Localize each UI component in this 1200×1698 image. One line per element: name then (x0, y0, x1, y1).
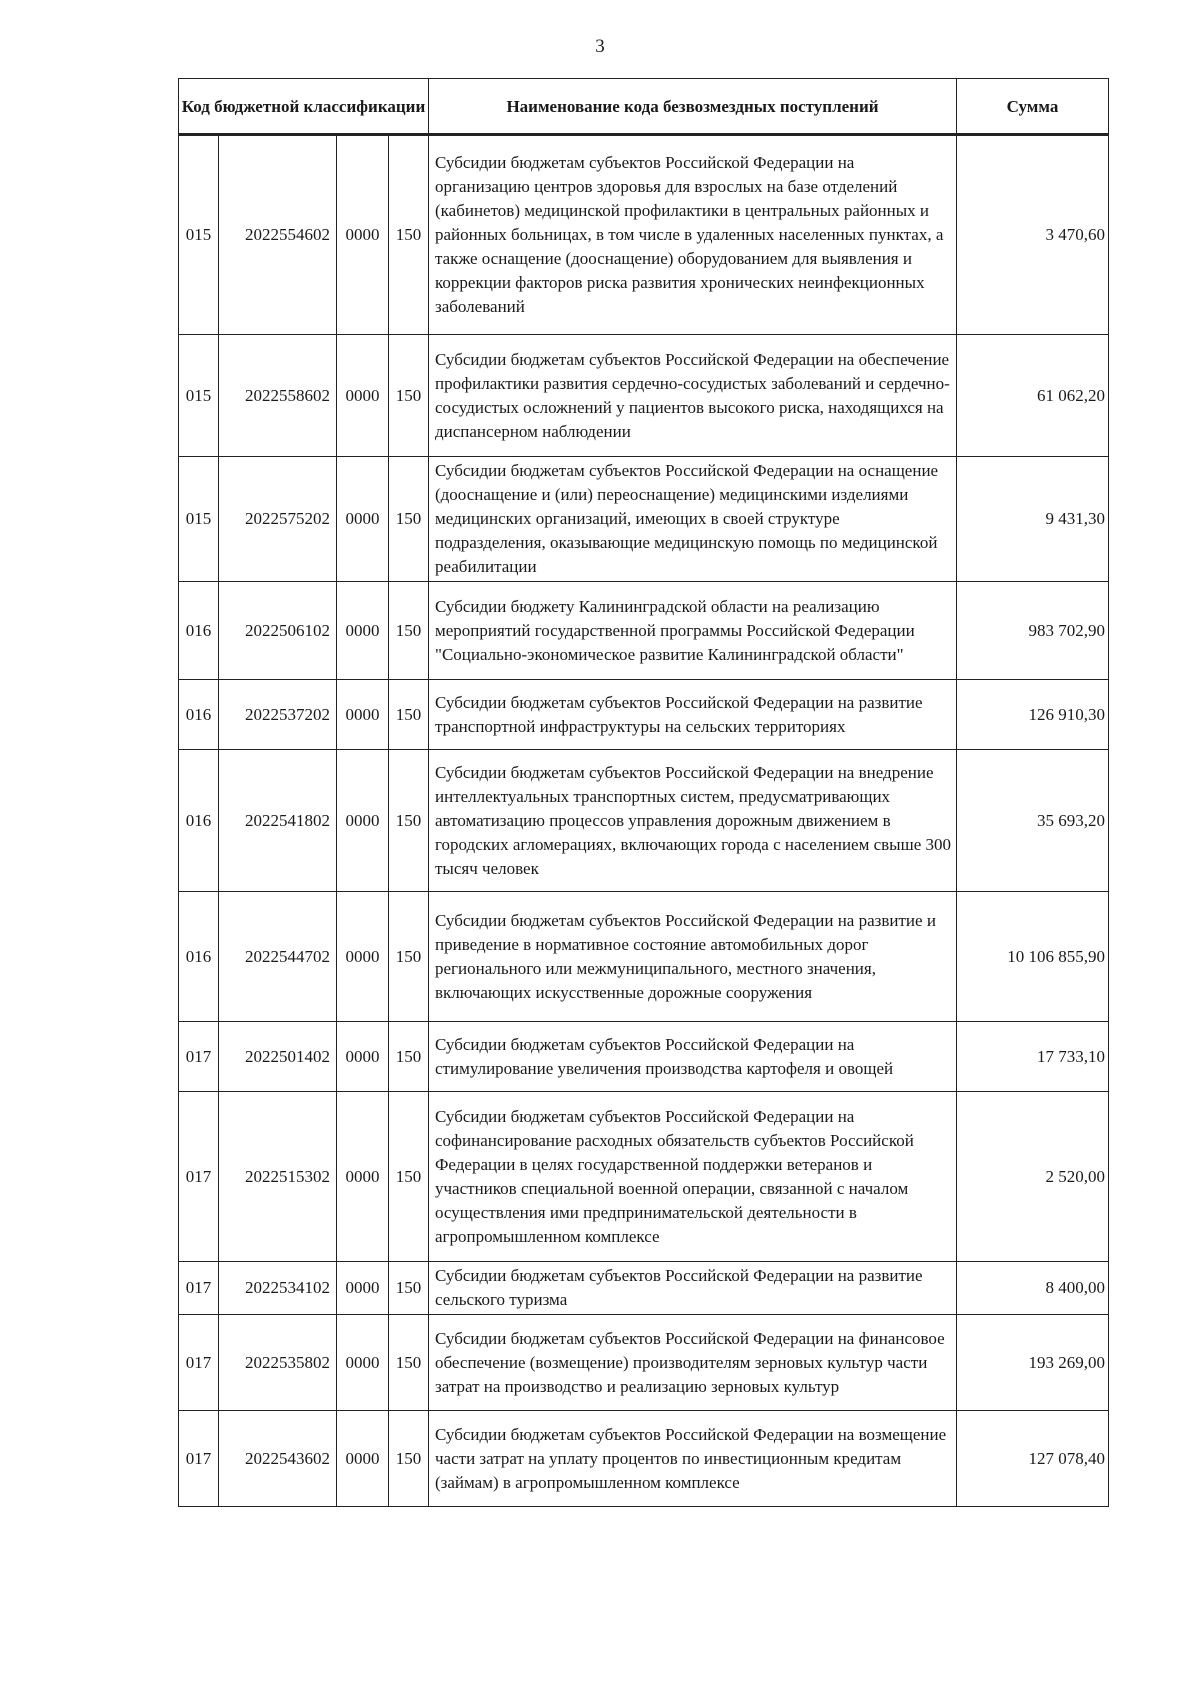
subcode-cell: 0000 (337, 892, 389, 1022)
kosgu-cell: 150 (389, 1262, 429, 1315)
subcode-cell: 0000 (337, 457, 389, 582)
budget-code-cell: 2022558602 (219, 335, 337, 457)
kosgu-cell: 150 (389, 892, 429, 1022)
revenue-name-cell: Субсидии бюджетам субъектов Российской Федерации на обеспечение профилактики развития сердечно-сосудистых заболеваний и сердечно-сосудистых осложнений у пациентов высокого риска, находящихся на диспансерном наблюдении (429, 335, 957, 457)
table-row (179, 335, 1109, 457)
budget-table (178, 78, 1109, 1507)
kosgu-cell: 150 (389, 335, 429, 457)
budget-code-cell: 2022541802 (219, 750, 337, 892)
kosgu-cell: 150 (389, 457, 429, 582)
budget-code-cell: 2022506102 (219, 582, 337, 680)
admin-code-cell: 017 (179, 1315, 219, 1411)
subcode-cell: 0000 (337, 135, 389, 335)
amount-cell: 10 106 855,90 (957, 892, 1109, 1022)
amount-cell: 126 910,30 (957, 680, 1109, 750)
admin-code-cell: 015 (179, 335, 219, 457)
admin-code-cell: 017 (179, 1262, 219, 1315)
admin-code-cell: 016 (179, 680, 219, 750)
subcode-cell: 0000 (337, 680, 389, 750)
page-number: 3 (595, 36, 605, 57)
amount-cell: 61 062,20 (957, 335, 1109, 457)
amount-cell: 2 520,00 (957, 1092, 1109, 1262)
admin-code-cell: 016 (179, 582, 219, 680)
subcode-cell: 0000 (337, 1092, 389, 1262)
kosgu-cell: 150 (389, 750, 429, 892)
table-row (179, 1411, 1109, 1507)
subcode-cell: 0000 (337, 1315, 389, 1411)
table-row (179, 457, 1109, 582)
revenue-name-cell: Субсидии бюджетам субъектов Российской Федерации на развитие транспортной инфраструктуры на сельских территориях (429, 680, 957, 750)
revenue-name-cell: Субсидии бюджетам субъектов Российской Федерации на софинансирование расходных обязательств субъектов Российской Федерации в целях государственной поддержки ветеранов и участников специальной военной операции, связанной с началом осуществления ими предпринимательской деятельности в агропромышленном комплексе (429, 1092, 957, 1262)
revenue-name-cell: Субсидии бюджету Калининградской области на реализацию мероприятий государственной программы Российской Федерации "Социально-экономическое развитие Калининградской области" (429, 582, 957, 680)
subcode-cell: 0000 (337, 1262, 389, 1315)
table-row (179, 750, 1109, 892)
amount-cell: 127 078,40 (957, 1411, 1109, 1507)
revenue-name-cell: Субсидии бюджетам субъектов Российской Федерации на возмещение части затрат на уплату процентов по инвестиционным кредитам (займам) в агропромышленном комплексе (429, 1411, 957, 1507)
table-row (179, 680, 1109, 750)
revenue-name-cell: Субсидии бюджетам субъектов Российской Федерации на развитие сельского туризма (429, 1262, 957, 1315)
subcode-cell: 0000 (337, 1022, 389, 1092)
budget-code-cell: 2022515302 (219, 1092, 337, 1262)
header-amount: Сумма (957, 79, 1109, 135)
table-row (179, 582, 1109, 680)
budget-code-cell: 2022543602 (219, 1411, 337, 1507)
kosgu-cell: 150 (389, 1092, 429, 1262)
revenue-name-cell: Субсидии бюджетам субъектов Российской Федерации на развитие и приведение в нормативное состояние автомобильных дорог регионального или межмуниципального, местного значения, включающих искусственные дорожные сооружения (429, 892, 957, 1022)
admin-code-cell: 015 (179, 457, 219, 582)
admin-code-cell: 016 (179, 892, 219, 1022)
kosgu-cell: 150 (389, 680, 429, 750)
table-row (179, 1092, 1109, 1262)
kosgu-cell: 150 (389, 135, 429, 335)
amount-cell: 193 269,00 (957, 1315, 1109, 1411)
revenue-name-cell: Субсидии бюджетам субъектов Российской Федерации на организацию центров здоровья для взрослых на базе отделений (кабинетов) медицинской профилактики в центральных районных и районных больницах, в том числе в удаленных населенных пунктах, а также оснащение (дооснащение) оборудованием для выявления и коррекции факторов риска развития хронических неинфекционных заболеваний (429, 135, 957, 335)
budget-code-cell: 2022544702 (219, 892, 337, 1022)
table-header-row (179, 79, 1109, 135)
kosgu-cell: 150 (389, 582, 429, 680)
revenue-name-cell: Субсидии бюджетам субъектов Российской Федерации на внедрение интеллектуальных транспортных систем, предусматривающих автоматизацию процессов управления дорожным движением в городских агломерациях, включающих города с населением свыше 300 тысяч человек (429, 750, 957, 892)
admin-code-cell: 015 (179, 135, 219, 335)
budget-code-cell: 2022534102 (219, 1262, 337, 1315)
kosgu-cell: 150 (389, 1411, 429, 1507)
kosgu-cell: 150 (389, 1315, 429, 1411)
admin-code-cell: 017 (179, 1411, 219, 1507)
budget-code-cell: 2022554602 (219, 135, 337, 335)
amount-cell: 17 733,10 (957, 1022, 1109, 1092)
amount-cell: 9 431,30 (957, 457, 1109, 582)
revenue-name-cell: Субсидии бюджетам субъектов Российской Федерации на оснащение (дооснащение и (или) переоснащение) медицинскими изделиями медицинских организаций, имеющих в своей структуре подразделения, оказывающие медицинскую помощь по медицинской реабилитации (429, 457, 957, 582)
revenue-name-cell: Субсидии бюджетам субъектов Российской Федерации на стимулирование увеличения производства картофеля и овощей (429, 1022, 957, 1092)
kosgu-cell: 150 (389, 1022, 429, 1092)
revenue-name-cell: Субсидии бюджетам субъектов Российской Федерации на финансовое обеспечение (возмещение) производителям зерновых культур части затрат на производство и реализацию зерновых культур (429, 1315, 957, 1411)
subcode-cell: 0000 (337, 335, 389, 457)
header-name: Наименование кода безвозмездных поступлений (429, 79, 957, 135)
budget-code-cell: 2022501402 (219, 1022, 337, 1092)
amount-cell: 3 470,60 (957, 135, 1109, 335)
table-row (179, 892, 1109, 1022)
amount-cell: 35 693,20 (957, 750, 1109, 892)
admin-code-cell: 017 (179, 1022, 219, 1092)
amount-cell: 8 400,00 (957, 1262, 1109, 1315)
table-row (179, 1315, 1109, 1411)
header-code: Код бюджетной классификации (179, 79, 429, 135)
admin-code-cell: 016 (179, 750, 219, 892)
table-row (179, 135, 1109, 335)
subcode-cell: 0000 (337, 750, 389, 892)
subcode-cell: 0000 (337, 582, 389, 680)
table-row (179, 1022, 1109, 1092)
budget-code-cell: 2022537202 (219, 680, 337, 750)
admin-code-cell: 017 (179, 1092, 219, 1262)
subcode-cell: 0000 (337, 1411, 389, 1507)
budget-code-cell: 2022535802 (219, 1315, 337, 1411)
table-row (179, 1262, 1109, 1315)
amount-cell: 983 702,90 (957, 582, 1109, 680)
budget-code-cell: 2022575202 (219, 457, 337, 582)
